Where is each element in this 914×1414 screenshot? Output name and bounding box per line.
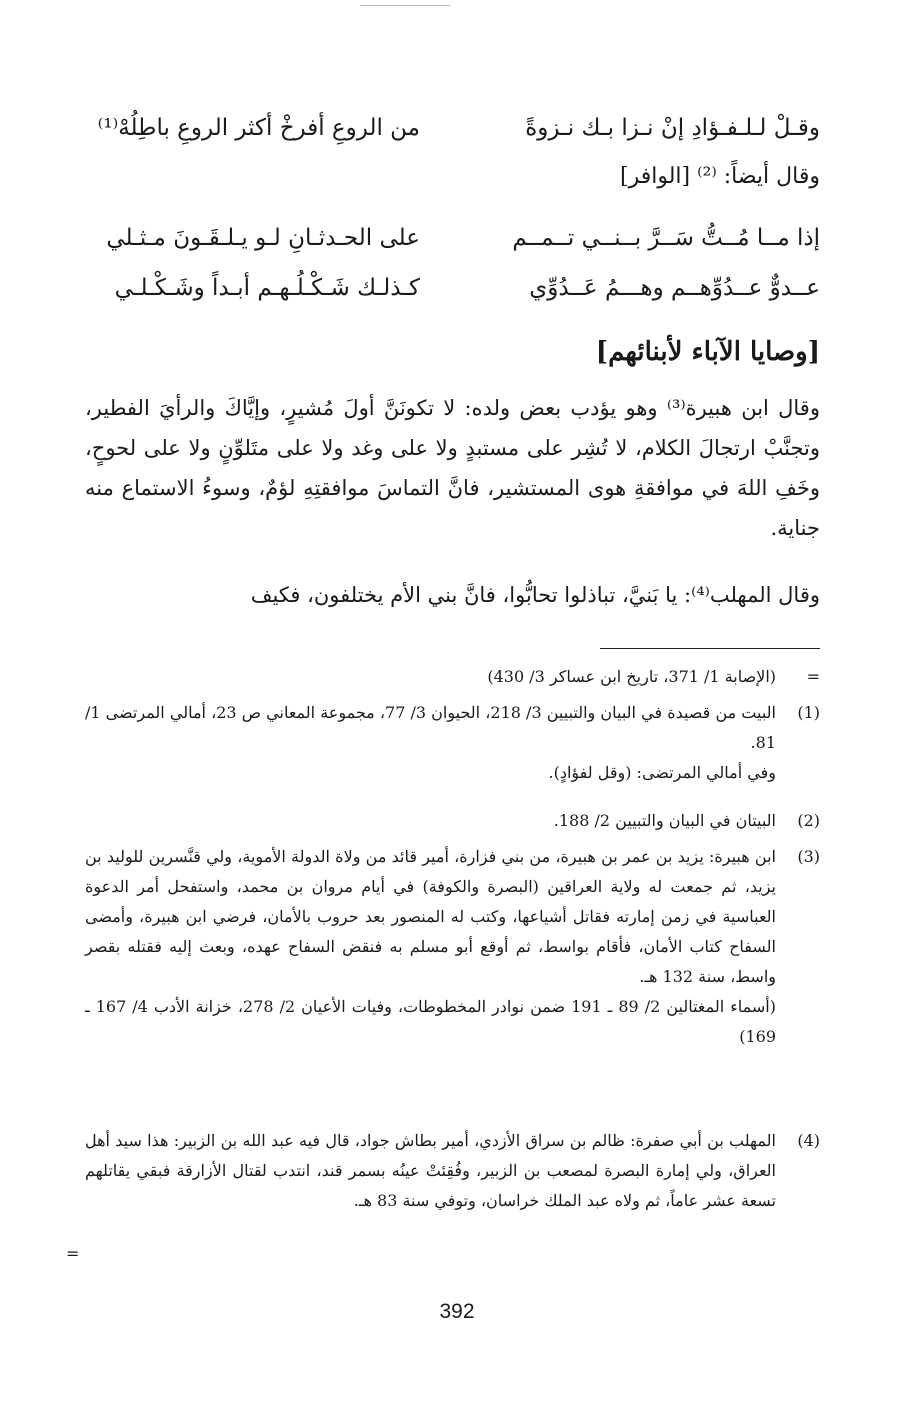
footnote-line: البيتان في البيان والتبيين 2/ 188. <box>553 811 776 830</box>
footnote-line: البيت من قصيدة في البيان والتبيين 3/ 218، الحيوان 3/ 77، مجموعة المعاني ص 23، أمالي المرتضى 1/ 81. <box>85 703 776 752</box>
footnote-number: (2) <box>797 811 820 830</box>
section-heading: [وصايا الآباء لأبنائهم] <box>595 337 820 367</box>
poem2-couplet-1-first: إذا مــا مُــتُّ سَــرَّ بــنــي تــمــم <box>512 225 820 251</box>
poem2-couplet-2-second: كـذلـك شَـكْـلُـهـم أبـداً وشَـكْـلـي <box>114 275 420 301</box>
footnote-line: (الإصابة 1/ 371، تاريخ ابن عساكر 3/ 430) <box>487 667 776 686</box>
footnote-separator <box>600 648 820 649</box>
footnote-line: وفي أمالي المرتضى: (وقل لفؤادٍ). <box>548 763 776 782</box>
poem2-couplet-2-first: عــدوٌّ عــدُوِّهــم وهـــمُ عَــدُوِّي <box>529 275 820 301</box>
top-rule <box>360 5 450 6</box>
poem2-intro: وقال أيضاً: ⁽²⁾ [الوافر] <box>620 164 820 189</box>
page-number: 392 <box>439 1300 475 1323</box>
poem1-couplet <box>85 108 820 148</box>
footnote-marker: = <box>806 667 820 686</box>
poem2-couplet-1-second: على الحـدثـانِ لـو يـلـقَـونَ مـثـلي <box>106 225 420 251</box>
footnote-number: (4) <box>797 1131 820 1150</box>
footnote-line: (أسماء المغتالين 2/ 89 ـ 191 ضمن نوادر المخطوطات، وفيات الأعيان 2/ 278، خزانة الأدب 4/ 167 ـ 169) <box>85 997 776 1046</box>
footnote-1 <box>85 698 820 788</box>
footnote-continuation <box>85 662 820 692</box>
poem2-couplet-1 <box>85 218 820 258</box>
paragraph-muhallab: وقال المهلب⁽⁴⁾: يا بَنيَّ، تباذلوا تحابُّوا، فانَّ بني الأم يختلفون، فكيف <box>250 583 820 607</box>
paragraph-ibn-hubayra: وقال ابن هبيرة⁽³⁾ وهو يؤدب بعض ولده: لا تكونَنَّ أولَ مُشيرٍ، وإيَّاكَ والرأيَ الفطير، وتجنَّبْ ارتجالَ الكلام، لا تُشِر على مستبدٍ ولا على وغد ولا على متَلوِّنٍ ولا على لحوحٍ، وخَفِ اللهَ في موافقةِ هوى المستشير، فانَّ التماسَ موافقتِهِ لؤمٌ، وسوءُ الاستماع منه جناية. <box>85 396 820 540</box>
footnote-line: ابن هبيرة: يزيد بن عمر بن هبيرة، من بني فزارة، أمير قائد من ولاة الدولة الأموية، ولي قنَّسرين للوليد بن يزيد، ثم جمعت له ولاية العراقين (البصرة والكوفة) في أيام مروان بن محمد، واستفحل أمر الدعوة العباسية في زمن إمارته فقاتل أشياعها، وكتب له المنصور بعد حروب بالأمان، فرضي ابن هبيرة، وأمضى السفاح كتاب الأمان، فأقام بواسط، ثم أوقع أبو مسلم به فنقض السفاح عهده، وبعث إليه فقتله بقصر واسط، سنة 132 هـ. <box>85 847 777 986</box>
continuation-mark: = <box>66 1244 80 1263</box>
poem1-first-hemistich: وقـلْ لـلـفـؤادِ إنْ نـزا بـك نـزوةً <box>525 115 820 141</box>
poem1-second-hemistich: من الروعِ أفرخْ أكثر الروعِ باطِلُهْ⁽¹⁾ <box>97 115 420 141</box>
poem2-couplet-2 <box>85 268 820 308</box>
footnote-number: (1) <box>797 703 820 722</box>
footnote-line: المهلب بن أبي صفرة: ظالم بن سراق الأزدي، أمير بطاش جواد، قال فيه عبد الله بن الزبير: هذا سيد أهل العراق، ولي إمارة البصرة لمصعب بن الزبير، وفُقِئتْ عينُه بسمر قند، انتدب لقتال الأزارقة فبقي يقاتلهم تسعة عشر عاماً، ثم ولاه عبد الملك خراسان، وتوفي سنة 83 هـ. <box>85 1131 777 1210</box>
footnote-4 <box>85 1126 820 1216</box>
footnote-2 <box>85 806 820 836</box>
footnote-number: (3) <box>797 847 820 866</box>
footnote-3 <box>85 842 820 1052</box>
